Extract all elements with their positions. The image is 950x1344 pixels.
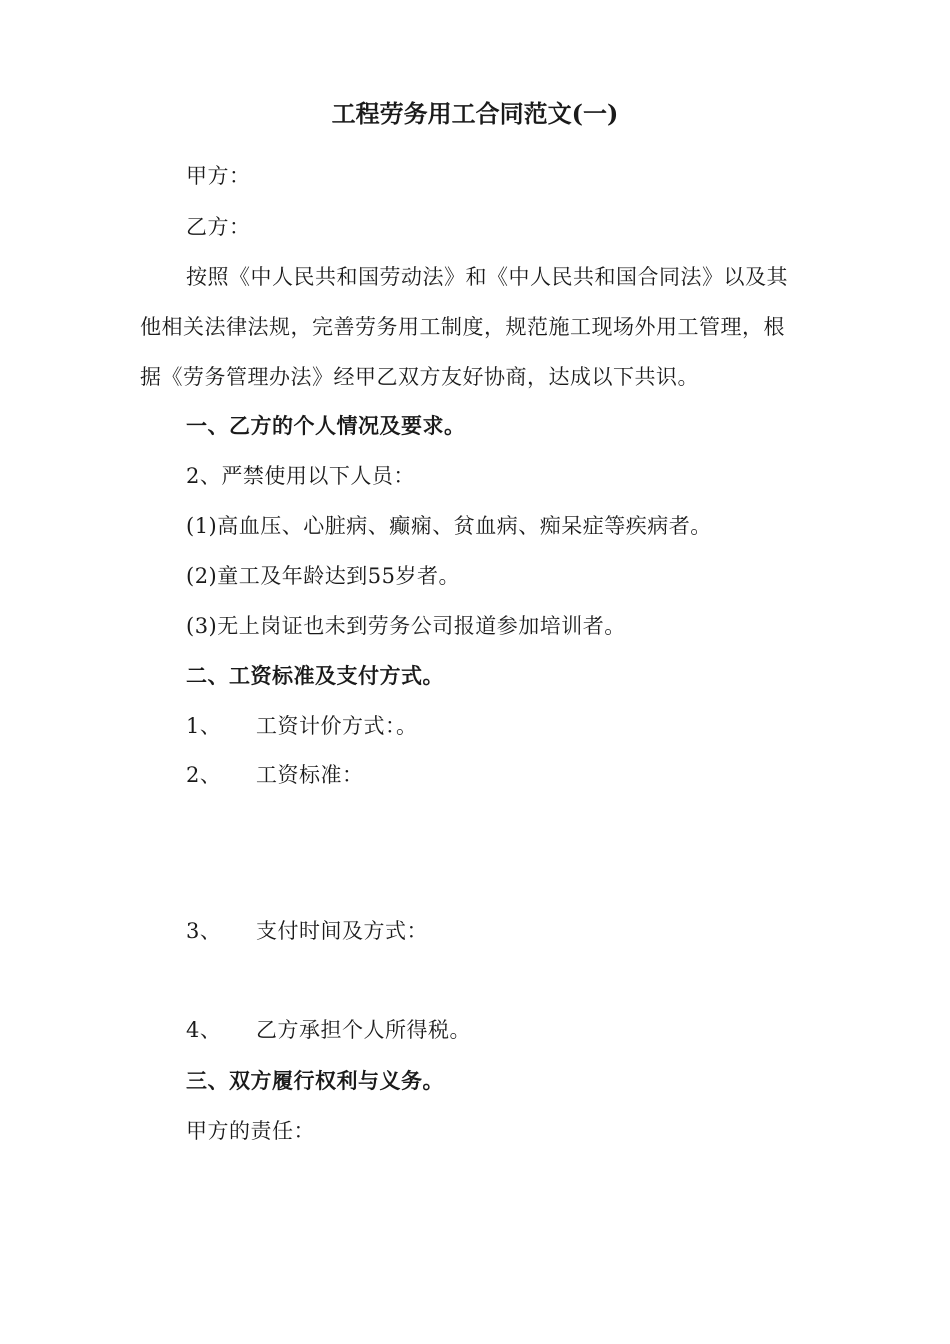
section-2-item-2-text: 工资标准： xyxy=(256,763,364,787)
section-2-item-4-text: 乙方承担个人所得税。 xyxy=(256,1018,471,1042)
party-b-label: 乙方： xyxy=(186,215,251,239)
section-1-subheading: 2、严禁使用以下人员： xyxy=(186,464,415,488)
section-2-item-1-text: 工资计价方式：。 xyxy=(256,714,418,738)
section-2-item-3-text: 支付时间及方式： xyxy=(256,919,428,943)
section-2-item-2-number: 2、 xyxy=(186,763,222,787)
preamble-line-2: 他相关法律法规，完善劳务用工制度，规范施工现场外用工管理，根 xyxy=(140,315,785,339)
section-1-item-2: (2)童工及年龄达到55岁者。 xyxy=(186,564,460,588)
section-1-heading: 一、乙方的个人情况及要求。 xyxy=(186,413,466,438)
preamble-line-3: 据《劳务管理办法》经甲乙双方友好协商，达成以下共识。 xyxy=(140,365,699,389)
section-2-item-3-number: 3、 xyxy=(186,919,222,943)
section-2-heading: 二、工资标准及支付方式。 xyxy=(186,663,444,688)
section-3-subheading: 甲方的责任： xyxy=(186,1119,315,1143)
section-1-item-1: (1)高血压、心脏病、癫痫、贫血病、痴呆症等疾病者。 xyxy=(186,514,712,538)
document-title: 工程劳务用工合同范文(一) xyxy=(331,99,619,128)
section-3-heading: 三、双方履行权利与义务。 xyxy=(186,1068,444,1093)
section-1-item-3: (3)无上岗证也未到劳务公司报道参加培训者。 xyxy=(186,614,626,638)
section-2-item-4-number: 4、 xyxy=(186,1018,222,1042)
preamble-line-1: 按照《中人民共和国劳动法》和《中人民共和国合同法》以及其 xyxy=(186,265,788,289)
section-2-item-1-number: 1、 xyxy=(186,714,222,738)
party-a-label: 甲方： xyxy=(186,164,251,188)
